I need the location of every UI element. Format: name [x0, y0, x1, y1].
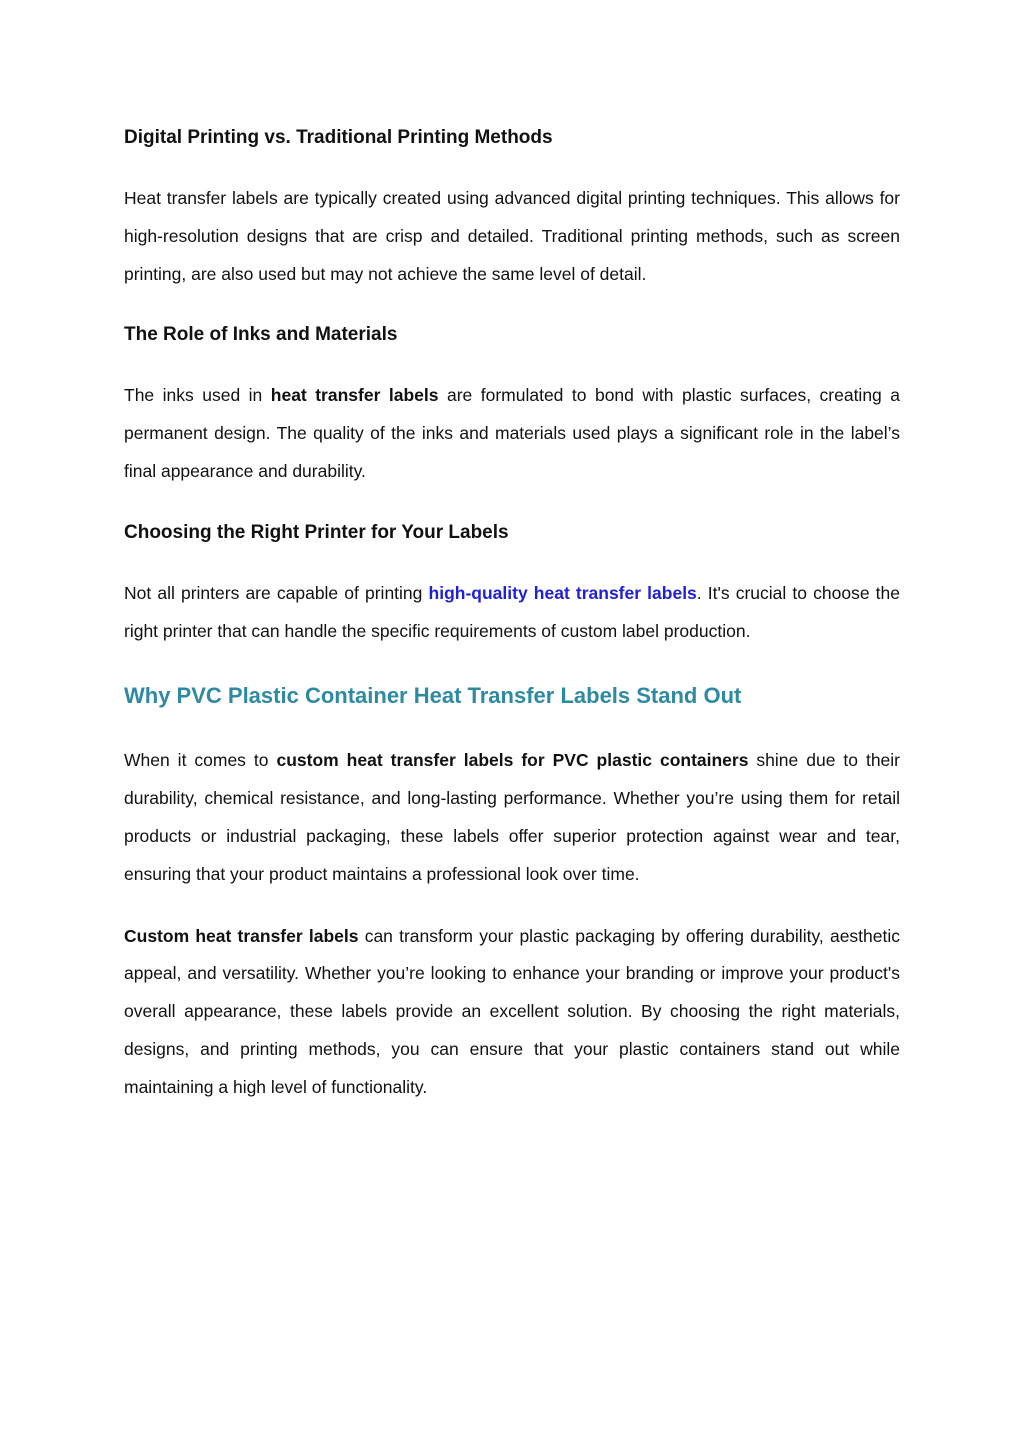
- heading-inks-materials: The Role of Inks and Materials: [124, 324, 398, 346]
- paragraph-printer-post: . It's crucial to choose the right printer that can handle the specific requirements of custom label production.: [124, 582, 900, 641]
- paragraph-pvc-1-pre: When it comes to: [124, 750, 277, 771]
- heading-digital-printing: Digital Printing vs. Traditional Printing Methods: [124, 127, 553, 148]
- paragraph-pvc-2-post: can transform your plastic packaging by offering durability, aesthetic appeal, and versatility. Whether you’re looking to enhance your branding or improve your product's overall appearance, these labels provide an excellent solution. By choosing the right materials, designs, and printing methods, you can ensure that your plastic containers stand out while maintaining a high level of functionality.: [124, 925, 900, 1097]
- paragraph-pvc-1-post: shine due to their durability, chemical resistance, and long-lasting performance. Whether you’re using them for retail products or industrial packaging, these labels offer superior protection against wear and tear, ensuring that your product maintains a professional look over time.: [124, 750, 900, 884]
- paragraph-pvc-1: [124, 742, 900, 893]
- paragraph-digital-printing: Heat transfer labels are typically created using advanced digital printing techniques. This allows for high-resolution designs that are crisp and detailed. Traditional printing methods, such as screen printing, are also used but may not achieve the same level of detail.: [124, 188, 900, 284]
- paragraph-pvc-2-bold: Custom heat transfer labels: [124, 925, 359, 946]
- heading-printer: Choosing the Right Printer for Your Labels: [124, 521, 509, 543]
- paragraph-inks-pre: The inks used in: [124, 385, 271, 406]
- paragraph-pvc-2: [124, 918, 900, 1107]
- paragraph-inks-materials: [124, 377, 900, 490]
- paragraph-printer: [124, 575, 900, 651]
- paragraph-inks-post: are formulated to bond with plastic surfaces, creating a permanent design. The quality of the inks and materials used plays a significant role in the label’s final appearance and durability.: [124, 385, 900, 481]
- paragraph-printer-pre: Not all printers are capable of printing: [124, 582, 429, 603]
- paragraph-pvc-1-bold: custom heat transfer labels for PVC plastic containers: [276, 750, 749, 771]
- heading-pvc: Why PVC Plastic Container Heat Transfer Labels Stand Out: [124, 683, 742, 709]
- document-content: [124, 124, 900, 1107]
- paragraph-inks-bold: heat transfer labels: [270, 385, 439, 406]
- high-quality-labels-link[interactable]: high-quality heat transfer labels: [428, 582, 697, 603]
